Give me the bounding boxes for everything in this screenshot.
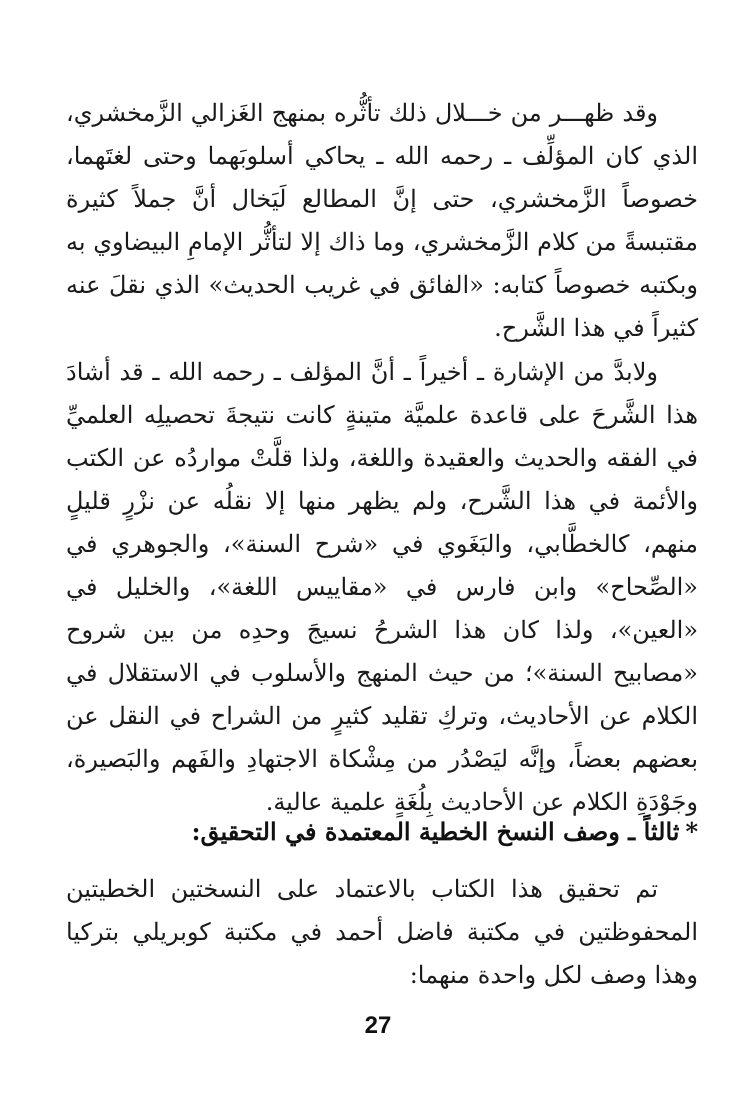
paragraph-influence-zamakhshari: وقد ظهـــر من خـــلال ذلك تأثُّره بمنهج الغَزالي الزَّمخشري، الذي كان المؤلِّف ـ رحمه الله ـ يحاكي أسلوبَهما وحتى لغتَهما، خصوصاً الزَّمخشري، حتى إنَّ المطالع لَيَخال أنَّ جملاً كثيرة مقتبسةً من كلام الزَّمخشري، وما ذاك إلا لتأثُّر الإمامِ البيضاوي به وبكتبه خصوصاً كتابه: «الفائق في غريب الحديث» الذي نقلَ عنه كثيراً في هذا الشَّرح. bbox=[66, 99, 698, 342]
asterisk-marker: * bbox=[685, 817, 698, 846]
page-number: 27 bbox=[364, 1012, 392, 1039]
section-heading-text: ثالثاً ـ وصف النسخ الخطية المعتمدة في التحقيق: bbox=[191, 817, 680, 846]
paragraph-manuscripts-description: تم تحقيق هذا الكتاب بالاعتماد على النسختين الخطيتين المحفوظتين في مكتبة فاضل أحمد في مكتبة كوبريلي بتركيا وهذا وصف لكل واحدة منهما: bbox=[66, 875, 698, 989]
paragraph-scholarly-foundation: ولابدَّ من الإشارة ـ أخيراً ـ أنَّ المؤلف ـ رحمه الله ـ قد أشادَ هذا الشَّرحَ على قاعدة علميَّة متينةٍ كانت نتيجةَ تحصيلِه العلميِّ في الفقه والحديث والعقيدة واللغة، ولذا قلَّتْ مواردُه عن الكتب والأئمة في هذا الشَّرح، ولم يظهر منها إلا نقلُه عن نزْرٍ قليلٍ منهم، كالخطَّابي، والبَغَوي في «شرح السنة»، والجوهري في «الصِّحاح» وابن فارس في «مقاييس اللغة»، والخليل في «العين»، ولذا كان هذا الشرحُ نسيجَ وحدِه من بين شروح «مصابيح السنة»؛ من حيث المنهج والأسلوب في الاستقلال في الكلام عن الأحاديث، وتركِ تقليد كثيرٍ من الشراح في النقل عن بعضهم بعضاً، وإنَّه ليَصْدُر من مِشْكاة الاجتهادِ والفَهم والبَصيرة، وجَوْدَةِ الكلام عن الأحاديث بِلُغَةٍ علمية عالية. bbox=[66, 358, 699, 816]
section-heading bbox=[66, 812, 698, 852]
